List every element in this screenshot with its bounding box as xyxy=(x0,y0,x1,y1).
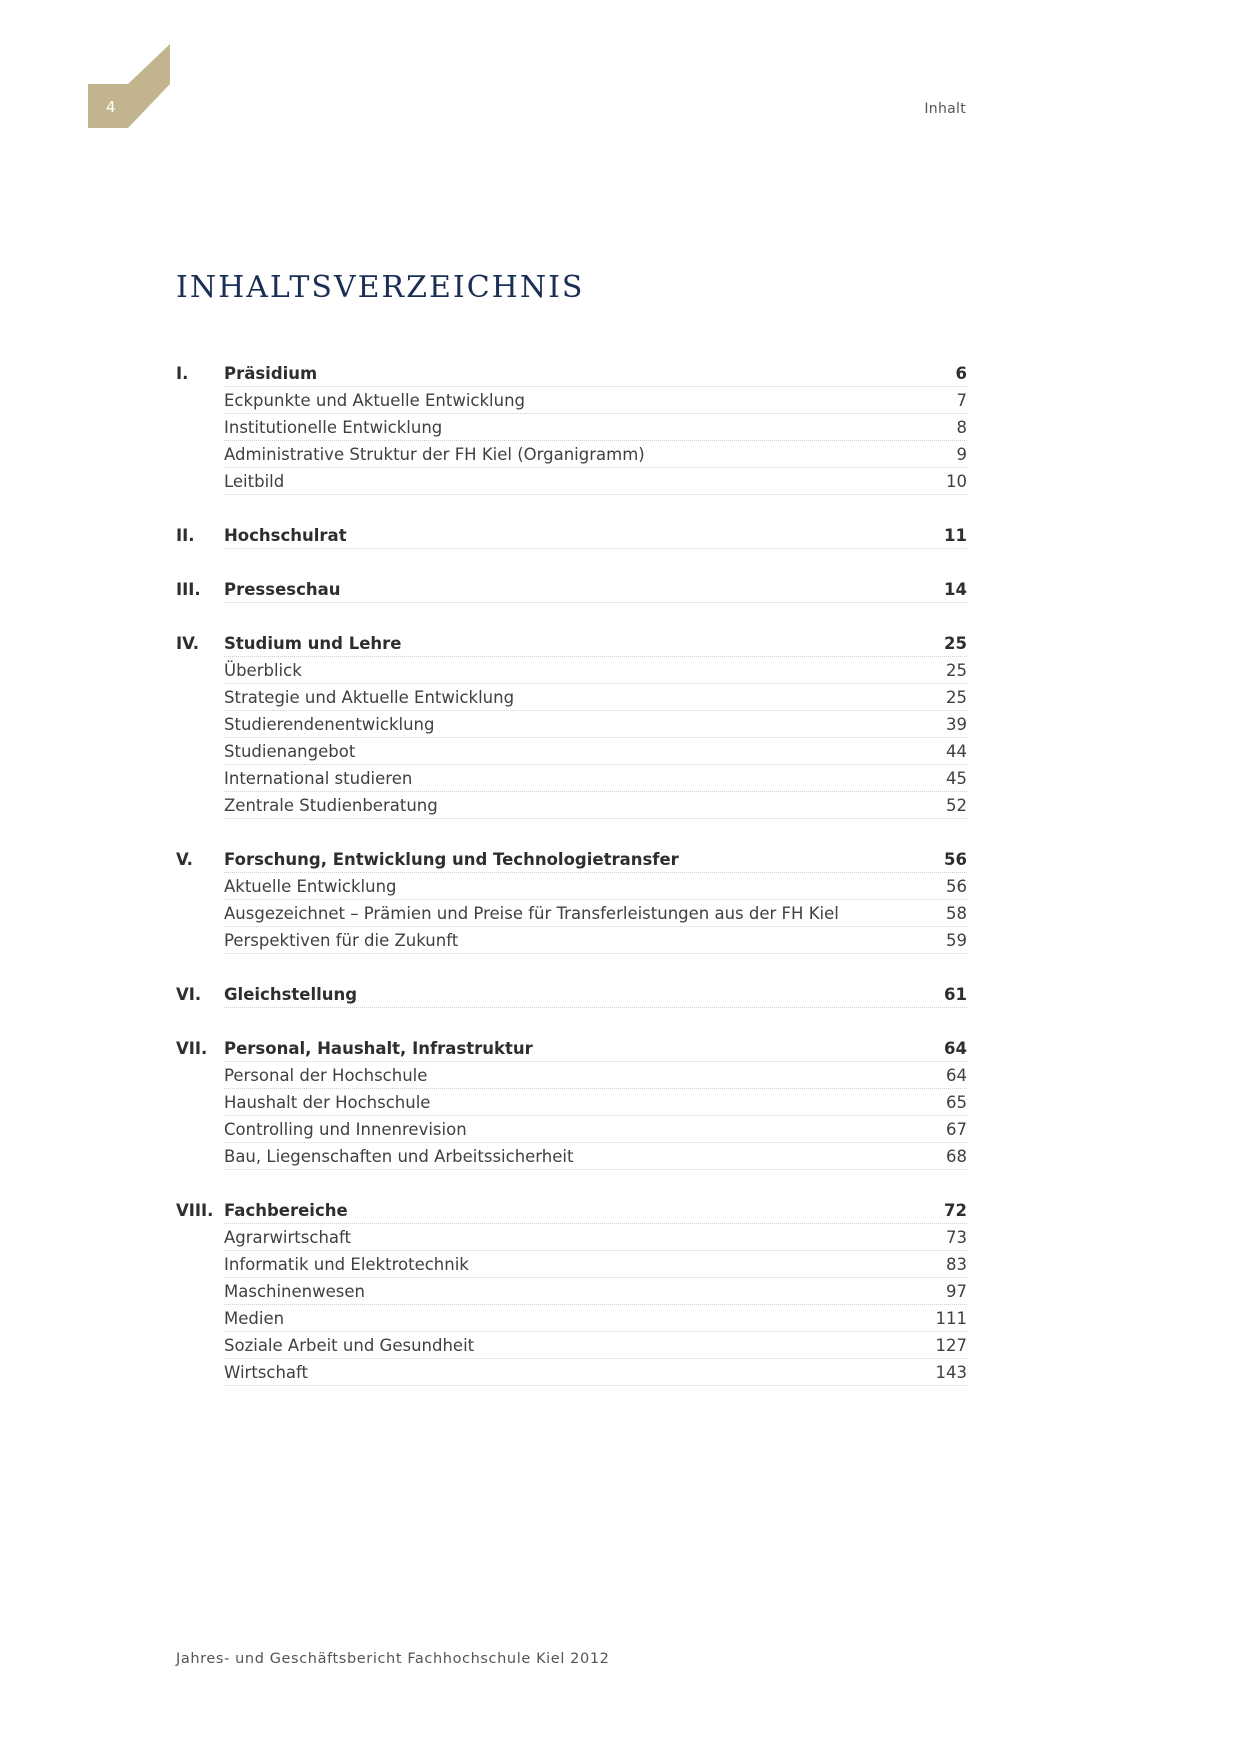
toc-entry[interactable] xyxy=(176,927,967,954)
entry-title: Leitbild xyxy=(224,472,285,491)
toc-entry[interactable] xyxy=(176,387,967,414)
toc-section-heading[interactable] xyxy=(176,1197,967,1224)
toc-entry[interactable] xyxy=(176,1359,967,1386)
section-numeral: IV. xyxy=(176,634,200,653)
entry-title: Strategie und Aktuelle Entwicklung xyxy=(224,688,515,707)
entry-page-number: 111 xyxy=(935,1309,967,1328)
entry-title: Personal der Hochschule xyxy=(224,1066,428,1085)
entry-page-number: 127 xyxy=(935,1336,967,1355)
toc-entry[interactable] xyxy=(176,1278,967,1305)
toc-entry[interactable] xyxy=(176,792,967,819)
page-tab-shape xyxy=(88,44,172,128)
entry-page-number: 45 xyxy=(946,769,967,788)
entry-title: Ausgezeichnet – Prämien und Preise für Transferleistungen aus der FH Kiel xyxy=(224,904,839,923)
entry-title: Überblick xyxy=(224,661,302,680)
entry-title: Medien xyxy=(224,1309,285,1328)
entry-title: Aktuelle Entwicklung xyxy=(224,877,397,896)
toc-entry[interactable] xyxy=(176,657,967,684)
toc-entry[interactable] xyxy=(176,684,967,711)
entry-title: Agrarwirtschaft xyxy=(224,1228,351,1247)
toc-entry[interactable] xyxy=(176,1224,967,1251)
toc-entry[interactable] xyxy=(176,1332,967,1359)
section-numeral: VII. xyxy=(176,1039,208,1058)
page-number: 4 xyxy=(106,98,116,116)
toc-section xyxy=(176,981,967,1008)
section-page-number: 72 xyxy=(944,1201,967,1220)
toc-entry[interactable] xyxy=(176,711,967,738)
entry-title: Administrative Struktur der FH Kiel (Organigramm) xyxy=(224,445,645,464)
section-label: Inhalt xyxy=(924,101,966,117)
entry-title: Maschinenwesen xyxy=(224,1282,365,1301)
entry-page-number: 9 xyxy=(956,445,967,464)
entry-page-number: 97 xyxy=(946,1282,967,1301)
section-numeral: III. xyxy=(176,580,201,599)
toc-entry[interactable] xyxy=(176,414,967,441)
entry-title: Soziale Arbeit und Gesundheit xyxy=(224,1336,475,1355)
section-page-number: 11 xyxy=(944,526,967,545)
entry-page-number: 44 xyxy=(946,742,967,761)
entry-page-number: 52 xyxy=(946,796,967,815)
entry-title: Haushalt der Hochschule xyxy=(224,1093,431,1112)
toc-entry[interactable] xyxy=(176,738,967,765)
entry-title: Institutionelle Entwicklung xyxy=(224,418,443,437)
section-title: Studium und Lehre xyxy=(224,634,402,653)
toc-entry[interactable] xyxy=(176,765,967,792)
entry-page-number: 39 xyxy=(946,715,967,734)
section-page-number: 14 xyxy=(944,580,967,599)
entry-page-number: 10 xyxy=(946,472,967,491)
entry-title: Perspektiven für die Zukunft xyxy=(224,931,459,950)
entry-title: Wirtschaft xyxy=(224,1363,309,1382)
entry-page-number: 73 xyxy=(946,1228,967,1247)
entry-title: Bau, Liegenschaften und Arbeitssicherheit xyxy=(224,1147,574,1166)
toc-section-heading[interactable] xyxy=(176,522,967,549)
entry-page-number: 83 xyxy=(946,1255,967,1274)
entry-page-number: 25 xyxy=(946,688,967,707)
entry-title: Zentrale Studienberatung xyxy=(224,796,438,815)
entry-page-number: 56 xyxy=(946,877,967,896)
section-numeral: V. xyxy=(176,850,193,869)
page-title: INHALTSVERZEICHNIS xyxy=(176,270,585,305)
toc-section xyxy=(176,846,967,954)
entry-page-number: 143 xyxy=(935,1363,967,1382)
entry-page-number: 8 xyxy=(956,418,967,437)
toc-section-heading[interactable] xyxy=(176,1035,967,1062)
entry-page-number: 58 xyxy=(946,904,967,923)
toc-entry[interactable] xyxy=(176,468,967,495)
entry-title: Controlling und Innenrevision xyxy=(224,1120,467,1139)
entry-page-number: 65 xyxy=(946,1093,967,1112)
section-page-number: 25 xyxy=(944,634,967,653)
entry-page-number: 67 xyxy=(946,1120,967,1139)
entry-title: International studieren xyxy=(224,769,413,788)
toc-section-heading[interactable] xyxy=(176,576,967,603)
section-title: Gleichstellung xyxy=(224,985,358,1004)
footer-text: Jahres- und Geschäftsbericht Fachhochschule Kiel 2012 xyxy=(176,1651,610,1667)
page-number-tab xyxy=(88,44,172,128)
section-numeral: I. xyxy=(176,364,189,383)
toc-entry[interactable] xyxy=(176,1143,967,1170)
entry-page-number: 59 xyxy=(946,931,967,950)
toc-section xyxy=(176,522,967,549)
section-numeral: VIII. xyxy=(176,1201,214,1220)
toc-entry[interactable] xyxy=(176,1251,967,1278)
section-page-number: 6 xyxy=(955,364,967,383)
entry-page-number: 25 xyxy=(946,661,967,680)
section-title: Hochschulrat xyxy=(224,526,347,545)
toc-entry[interactable] xyxy=(176,1089,967,1116)
toc-entry[interactable] xyxy=(176,873,967,900)
entry-title: Studienangebot xyxy=(224,742,356,761)
toc-section-heading[interactable] xyxy=(176,981,967,1008)
section-title: Präsidium xyxy=(224,364,318,383)
toc-section xyxy=(176,630,967,819)
section-title: Personal, Haushalt, Infrastruktur xyxy=(224,1039,533,1058)
toc-section xyxy=(176,360,967,495)
section-page-number: 61 xyxy=(944,985,967,1004)
table-of-contents xyxy=(176,360,967,1413)
section-numeral: II. xyxy=(176,526,195,545)
toc-section xyxy=(176,1035,967,1170)
toc-entry[interactable] xyxy=(176,1305,967,1332)
toc-entry[interactable] xyxy=(176,441,967,468)
entry-title: Informatik und Elektrotechnik xyxy=(224,1255,469,1274)
entry-title: Eckpunkte und Aktuelle Entwicklung xyxy=(224,391,526,410)
toc-entry[interactable] xyxy=(176,1116,967,1143)
toc-entry[interactable] xyxy=(176,900,967,927)
toc-section xyxy=(176,1197,967,1386)
section-title: Fachbereiche xyxy=(224,1201,348,1220)
section-title: Forschung, Entwicklung und Technologietransfer xyxy=(224,850,679,869)
section-page-number: 64 xyxy=(944,1039,967,1058)
toc-section-heading[interactable] xyxy=(176,360,967,387)
section-page-number: 56 xyxy=(944,850,967,869)
section-title: Presseschau xyxy=(224,580,341,599)
entry-page-number: 64 xyxy=(946,1066,967,1085)
entry-page-number: 68 xyxy=(946,1147,967,1166)
toc-section-heading[interactable] xyxy=(176,630,967,657)
entry-title: Studierendenentwicklung xyxy=(224,715,435,734)
toc-section xyxy=(176,576,967,603)
toc-entry[interactable] xyxy=(176,1062,967,1089)
entry-page-number: 7 xyxy=(956,391,967,410)
toc-section-heading[interactable] xyxy=(176,846,967,873)
section-numeral: VI. xyxy=(176,985,202,1004)
